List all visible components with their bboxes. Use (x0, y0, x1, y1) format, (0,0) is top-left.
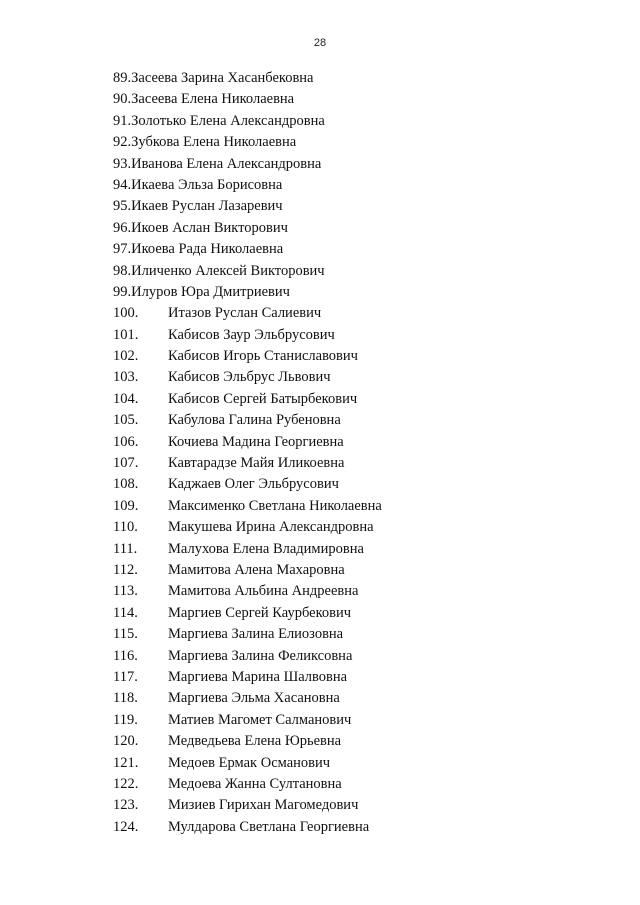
person-name: Макушева Ирина Александровна (168, 519, 374, 536)
person-name: Кочиева Мадина Георгиевна (168, 433, 344, 450)
person-name: Кабисов Сергей Батырбекович (168, 390, 358, 407)
person-name: Мамитова Альбина Андреевна (168, 583, 359, 600)
person-name: Кабулова Галина Рубеновна (168, 412, 341, 429)
item-number: 112. (113, 561, 138, 578)
item-number: 117. (113, 668, 138, 685)
item-number: 91. (113, 112, 132, 129)
item-number: 102. (113, 348, 139, 365)
item-number: 110. (113, 519, 138, 536)
list-item (113, 303, 613, 324)
person-name: Кабисов Игорь Станиславович (168, 348, 358, 365)
list-item (113, 68, 613, 89)
person-name: Икоева Рада Николаевна (131, 241, 284, 258)
item-number: 100. (113, 305, 139, 322)
page-number: 28 (313, 37, 327, 49)
list-item (113, 474, 613, 495)
item-number: 92. (113, 134, 132, 151)
item-number: 104. (113, 390, 139, 407)
item-number: 111. (113, 540, 138, 557)
item-number: 90. (113, 91, 132, 108)
list-item (113, 731, 613, 752)
person-name: Максименко Светлана Николаевна (168, 497, 382, 514)
person-name: Кабисов Заур Эльбрусович (168, 326, 335, 343)
item-number: 95. (113, 198, 132, 215)
item-number: 97. (113, 241, 132, 258)
list-item (113, 239, 613, 260)
list-item (113, 688, 613, 709)
list-item (113, 325, 613, 346)
list-item (113, 154, 613, 175)
list-item (113, 175, 613, 196)
list-item (113, 667, 613, 688)
item-number: 89. (113, 70, 132, 86)
item-number: 116. (113, 647, 138, 664)
person-name: Иличенко Алексей Викторович (131, 262, 325, 279)
person-name: Илуров Юра Дмитриевич (131, 283, 290, 300)
item-number: 98. (113, 262, 132, 279)
item-number: 108. (113, 476, 139, 493)
person-name: Икаев Руслан Лазаревич (131, 198, 283, 215)
list-item (113, 367, 613, 388)
list-item (113, 453, 613, 474)
list-item (113, 560, 613, 581)
person-name: Зубкова Елена Николаевна (131, 134, 297, 151)
list-item (113, 646, 613, 667)
list-item (113, 261, 613, 282)
item-number: 123. (113, 797, 139, 814)
list-item (113, 218, 613, 239)
list-item (113, 496, 613, 517)
person-name: Мамитова Алена Махаровна (168, 561, 345, 578)
list-item (113, 624, 613, 645)
person-name: Матиев Магомет Салманович (168, 711, 352, 728)
item-number: 103. (113, 369, 139, 386)
list-item (113, 795, 613, 816)
person-name: Малухова Елена Владимировна (168, 540, 364, 557)
list-item (113, 539, 613, 560)
person-name: Кабисов Эльбрус Львович (168, 369, 331, 386)
item-number: 105. (113, 412, 139, 429)
person-name: Засеева Зарина Хасанбековна (131, 70, 314, 86)
item-number: 96. (113, 219, 132, 236)
list-item (113, 410, 613, 431)
item-number: 124. (113, 818, 139, 835)
list-item (113, 432, 613, 453)
person-name: Медведьева Елена Юрьевна (168, 733, 342, 750)
person-name: Маргиева Эльма Хасановна (168, 690, 340, 707)
person-name: Маргиева Марина Шалвовна (168, 668, 348, 685)
item-number: 109. (113, 497, 139, 514)
person-name: Медоев Ермак Османович (168, 754, 331, 771)
list-item (113, 817, 613, 838)
person-name: Мулдарова Светлана Георгиевна (168, 818, 370, 835)
item-number: 114. (113, 604, 138, 621)
person-name: Мизиев Гирихан Магомедович (168, 797, 359, 814)
person-name: Икоев Аслан Викторович (131, 219, 288, 236)
list-item (113, 346, 613, 367)
item-number: 118. (113, 690, 138, 707)
list-item (113, 774, 613, 795)
item-number: 99. (113, 283, 132, 300)
person-name: Икаева Эльза Борисовна (131, 176, 283, 193)
item-number: 101. (113, 326, 139, 343)
list-item (113, 389, 613, 410)
item-number: 93. (113, 155, 132, 172)
item-number: 122. (113, 775, 139, 792)
person-name: Каджаев Олег Эльбрусович (168, 476, 339, 493)
item-number: 115. (113, 626, 138, 643)
list-item (113, 581, 613, 602)
item-number: 106. (113, 433, 139, 450)
item-number: 119. (113, 711, 138, 728)
person-name: Медоева Жанна Султановна (168, 775, 342, 792)
item-number: 107. (113, 455, 139, 472)
person-name: Засеева Елена Николаевна (131, 91, 295, 108)
list-item (113, 753, 613, 774)
list-item (113, 111, 613, 132)
person-name: Кавтарадзе Майя Иликоевна (168, 455, 345, 472)
person-name: Итазов Руслан Салиевич (168, 305, 322, 322)
list-item (113, 89, 613, 110)
item-number: 113. (113, 583, 138, 600)
list-item (113, 196, 613, 217)
item-number: 120. (113, 733, 139, 750)
list-item (113, 517, 613, 538)
list-item (113, 603, 613, 624)
list-item (113, 710, 613, 731)
list-item (113, 282, 613, 303)
item-number: 94. (113, 176, 132, 193)
person-name: Маргиев Сергей Каурбекович (168, 604, 352, 621)
item-number: 121. (113, 754, 139, 771)
name-list (113, 68, 613, 838)
person-name: Маргиева Залина Феликсовна (168, 647, 353, 664)
person-name: Иванова Елена Александровна (131, 155, 322, 172)
list-item (113, 132, 613, 153)
person-name: Маргиева Залина Елиозовна (168, 626, 344, 643)
person-name: Золотько Елена Александровна (131, 112, 325, 129)
